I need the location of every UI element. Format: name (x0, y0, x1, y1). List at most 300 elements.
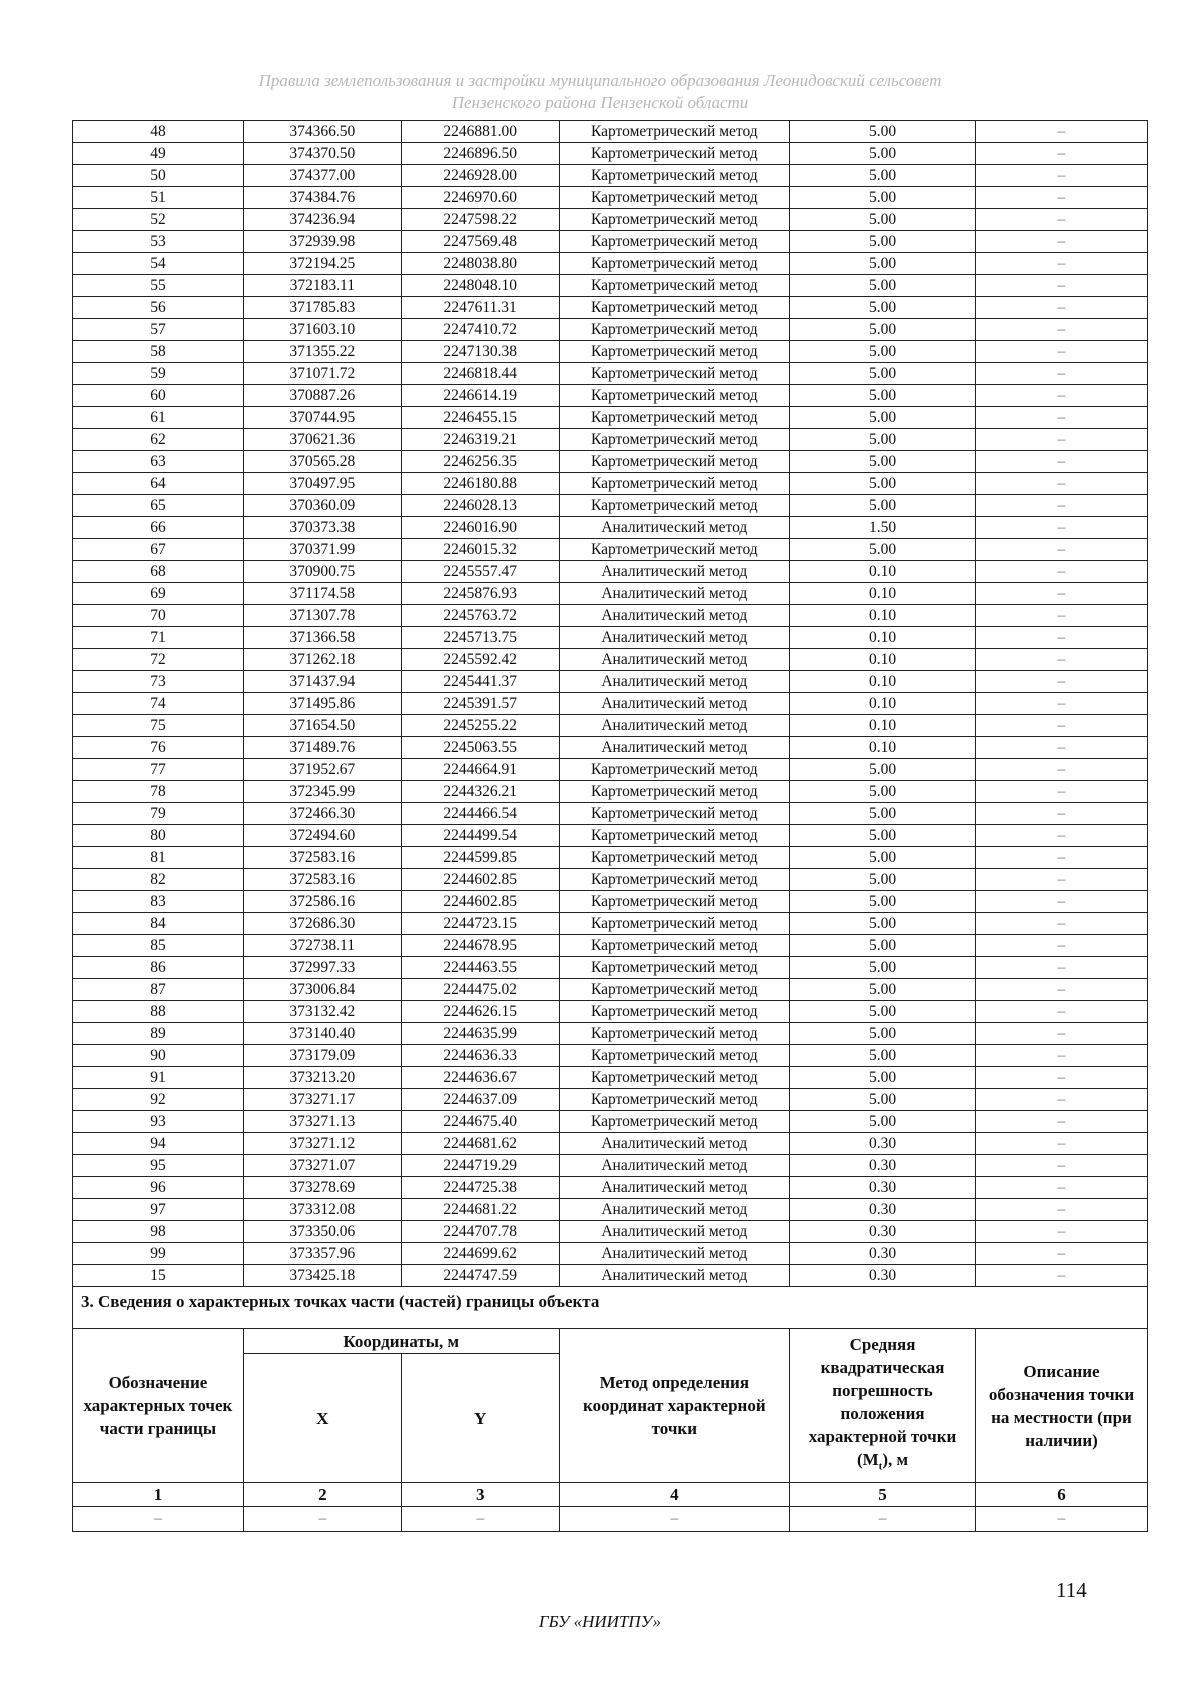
table-row (73, 121, 1148, 143)
table-cell: Аналитический метод (559, 1243, 789, 1265)
table-cell: 374370.50 (243, 143, 401, 165)
table-cell: 372345.99 (243, 781, 401, 803)
table-cell: 67 (73, 539, 244, 561)
table-row (73, 583, 1148, 605)
table-cell: 371495.86 (243, 693, 401, 715)
table-cell: 5.00 (790, 319, 976, 341)
table-row (73, 847, 1148, 869)
table-cell: 5.00 (790, 407, 976, 429)
table-cell: 5.00 (790, 539, 976, 561)
table-cell: 90 (73, 1045, 244, 1067)
table-cell: 91 (73, 1067, 244, 1089)
table-cell: 5.00 (790, 1111, 976, 1133)
table-cell: – (976, 1045, 1148, 1067)
col-designation-header: Обозначение характерных точек части границы (73, 1329, 244, 1483)
table-cell: 57 (73, 319, 244, 341)
table-row (73, 715, 1148, 737)
table-cell: – (976, 231, 1148, 253)
table-cell: – (976, 803, 1148, 825)
table-cell: – (401, 1507, 559, 1532)
table-cell: 5.00 (790, 275, 976, 297)
table-cell: 96 (73, 1177, 244, 1199)
table-row (73, 1001, 1148, 1023)
table-cell: 371654.50 (243, 715, 401, 737)
table-cell: 66 (73, 517, 244, 539)
table-cell: 0.30 (790, 1199, 976, 1221)
section-3-empty-row (73, 1507, 1148, 1532)
table-cell: – (976, 913, 1148, 935)
table-cell: 0.30 (790, 1265, 976, 1287)
table-cell: Аналитический метод (559, 671, 789, 693)
table-cell: 76 (73, 737, 244, 759)
table-cell: 373271.13 (243, 1111, 401, 1133)
table-cell: 372494.60 (243, 825, 401, 847)
table-row (73, 187, 1148, 209)
table-row (73, 649, 1148, 671)
table-row (73, 297, 1148, 319)
table-cell: 373271.07 (243, 1155, 401, 1177)
table-cell: 370371.99 (243, 539, 401, 561)
table-cell: 2246455.15 (401, 407, 559, 429)
table-cell: Картометрический метод (559, 451, 789, 473)
table-row (73, 671, 1148, 693)
table-cell: 5.00 (790, 979, 976, 1001)
table-cell: 2244636.67 (401, 1067, 559, 1089)
table-cell: 372583.16 (243, 869, 401, 891)
table-cell: 75 (73, 715, 244, 737)
section-3-title: 3. Сведения о характерных точках части (частей) границы объекта (73, 1287, 1148, 1329)
table-cell: Картометрический метод (559, 209, 789, 231)
table-cell: 0.30 (790, 1133, 976, 1155)
table-row (73, 539, 1148, 561)
table-cell: – (976, 341, 1148, 363)
table-cell: – (976, 539, 1148, 561)
table-cell: – (976, 891, 1148, 913)
table-cell: – (976, 363, 1148, 385)
table-cell: – (976, 825, 1148, 847)
table-cell: 51 (73, 187, 244, 209)
table-cell: – (976, 1133, 1148, 1155)
table-row (73, 231, 1148, 253)
table-row (73, 737, 1148, 759)
table-cell: – (243, 1507, 401, 1532)
table-cell: Картометрический метод (559, 891, 789, 913)
table-cell: Картометрический метод (559, 1111, 789, 1133)
table-cell: 373312.08 (243, 1199, 401, 1221)
table-cell: 2244475.02 (401, 979, 559, 1001)
table-row (73, 341, 1148, 363)
col-number: 1 (73, 1483, 244, 1507)
table-cell: 373271.12 (243, 1133, 401, 1155)
table-cell: 2244637.09 (401, 1089, 559, 1111)
table-cell: Картометрический метод (559, 363, 789, 385)
table-cell: 2244723.15 (401, 913, 559, 935)
col-number: 3 (401, 1483, 559, 1507)
table-row (73, 1221, 1148, 1243)
table-row (73, 385, 1148, 407)
table-cell: – (976, 1023, 1148, 1045)
table-cell: Картометрический метод (559, 495, 789, 517)
table-row (73, 363, 1148, 385)
table-cell: 88 (73, 1001, 244, 1023)
table-cell: 2244636.33 (401, 1045, 559, 1067)
table-cell: – (976, 429, 1148, 451)
table-cell: 5.00 (790, 231, 976, 253)
table-cell: 5.00 (790, 121, 976, 143)
table-cell: 2245063.55 (401, 737, 559, 759)
table-cell: Картометрический метод (559, 341, 789, 363)
table-row (73, 495, 1148, 517)
table-cell: – (976, 319, 1148, 341)
table-row (73, 693, 1148, 715)
table-cell: Аналитический метод (559, 1199, 789, 1221)
table-cell: 78 (73, 781, 244, 803)
table-cell: – (976, 605, 1148, 627)
table-cell: 371952.67 (243, 759, 401, 781)
table-cell: – (976, 385, 1148, 407)
table-row (73, 1045, 1148, 1067)
table-cell: 70 (73, 605, 244, 627)
table-cell: – (976, 561, 1148, 583)
table-cell: – (976, 275, 1148, 297)
table-cell: Картометрический метод (559, 759, 789, 781)
table-cell: 374366.50 (243, 121, 401, 143)
table-cell: 95 (73, 1155, 244, 1177)
table-cell: 0.10 (790, 583, 976, 605)
table-row (73, 803, 1148, 825)
table-cell: – (976, 693, 1148, 715)
table-row (73, 275, 1148, 297)
table-row (73, 759, 1148, 781)
table-cell: 0.10 (790, 693, 976, 715)
table-cell: – (790, 1507, 976, 1532)
table-cell: 2246028.13 (401, 495, 559, 517)
table-cell: Аналитический метод (559, 1221, 789, 1243)
table-row (73, 1199, 1148, 1221)
table-cell: 2245713.75 (401, 627, 559, 649)
table-cell: – (976, 1507, 1148, 1532)
table-cell: 372183.11 (243, 275, 401, 297)
table-row (73, 473, 1148, 495)
table-cell: 5.00 (790, 847, 976, 869)
table-cell: – (976, 1177, 1148, 1199)
section-3-title-row (73, 1287, 1148, 1329)
table-cell: 2244681.22 (401, 1199, 559, 1221)
table-cell: 371785.83 (243, 297, 401, 319)
table-cell: Аналитический метод (559, 737, 789, 759)
table-cell: 5.00 (790, 165, 976, 187)
table-cell: – (976, 1001, 1148, 1023)
table-cell: 2247611.31 (401, 297, 559, 319)
table-cell: 87 (73, 979, 244, 1001)
table-cell: 5.00 (790, 451, 976, 473)
table-cell: 371437.94 (243, 671, 401, 693)
table-cell: Картометрический метод (559, 297, 789, 319)
table-cell: – (976, 583, 1148, 605)
table-cell: 2244675.40 (401, 1111, 559, 1133)
table-cell: 71 (73, 627, 244, 649)
table-cell: 0.10 (790, 715, 976, 737)
table-cell: Аналитический метод (559, 1177, 789, 1199)
table-cell: 81 (73, 847, 244, 869)
table-cell: 373278.69 (243, 1177, 401, 1199)
table-cell: 5.00 (790, 891, 976, 913)
col-number: 2 (243, 1483, 401, 1507)
table-cell: Картометрический метод (559, 935, 789, 957)
table-cell: 68 (73, 561, 244, 583)
table-cell: 0.10 (790, 561, 976, 583)
table-cell: 62 (73, 429, 244, 451)
table-cell: 2244499.54 (401, 825, 559, 847)
table-cell: 63 (73, 451, 244, 473)
table-cell: – (976, 1067, 1148, 1089)
table-cell: 2246016.90 (401, 517, 559, 539)
table-cell: 54 (73, 253, 244, 275)
table-cell: Картометрический метод (559, 253, 789, 275)
table-cell: 0.30 (790, 1221, 976, 1243)
table-cell: 5.00 (790, 429, 976, 451)
table-cell: 372586.16 (243, 891, 401, 913)
table-cell: Картометрический метод (559, 165, 789, 187)
table-cell: 2246180.88 (401, 473, 559, 495)
table-row (73, 957, 1148, 979)
table-cell: Картометрический метод (559, 1001, 789, 1023)
table-row (73, 517, 1148, 539)
table-cell: 61 (73, 407, 244, 429)
table-cell: – (976, 957, 1148, 979)
table-cell: 85 (73, 935, 244, 957)
table-cell: Картометрический метод (559, 187, 789, 209)
col-method-header: Метод определения координат характерной точки (559, 1329, 789, 1483)
table-cell: 92 (73, 1089, 244, 1111)
table-cell: 80 (73, 825, 244, 847)
table-cell: 2246928.00 (401, 165, 559, 187)
table-cell: 5.00 (790, 363, 976, 385)
table-cell: 370373.38 (243, 517, 401, 539)
table-cell: 2247569.48 (401, 231, 559, 253)
table-cell: 2247598.22 (401, 209, 559, 231)
table-row (73, 451, 1148, 473)
table-cell: 2247130.38 (401, 341, 559, 363)
table-cell: Картометрический метод (559, 781, 789, 803)
table-cell: 52 (73, 209, 244, 231)
table-cell: 0.30 (790, 1155, 976, 1177)
table-cell: – (976, 517, 1148, 539)
table-cell: – (976, 627, 1148, 649)
table-cell: 59 (73, 363, 244, 385)
table-row (73, 1243, 1148, 1265)
page-number: 114 (1056, 1578, 1087, 1602)
col-description-header: Описание обозначения точки на местности (при наличии) (976, 1329, 1148, 1483)
table-cell: Картометрический метод (559, 143, 789, 165)
table-row (73, 781, 1148, 803)
section-3 (73, 1287, 1148, 1532)
table-cell: 15 (73, 1265, 244, 1287)
table-cell: 65 (73, 495, 244, 517)
table-row (73, 1155, 1148, 1177)
table-cell: – (976, 451, 1148, 473)
col-x-header: X (243, 1354, 401, 1483)
boundary-points-table (72, 120, 1148, 1532)
table-cell: – (976, 165, 1148, 187)
table-row (73, 1177, 1148, 1199)
table-cell: – (976, 759, 1148, 781)
table-cell: 2244602.85 (401, 891, 559, 913)
table-row (73, 825, 1148, 847)
table-cell: 372738.11 (243, 935, 401, 957)
table-cell: 50 (73, 165, 244, 187)
table-row (73, 165, 1148, 187)
table-cell: Аналитический метод (559, 627, 789, 649)
table-cell: 5.00 (790, 1001, 976, 1023)
table-cell: Картометрический метод (559, 539, 789, 561)
table-cell: 2245255.22 (401, 715, 559, 737)
table-row (73, 935, 1148, 957)
table-cell: – (976, 979, 1148, 1001)
table-cell: 5.00 (790, 385, 976, 407)
table-cell: 372997.33 (243, 957, 401, 979)
table-cell: 5.00 (790, 759, 976, 781)
table-cell: Картометрический метод (559, 473, 789, 495)
table-cell: – (976, 869, 1148, 891)
table-cell: – (976, 1265, 1148, 1287)
header-line-1: Правила землепользования и застройки муниципального образования Леонидовский сельсовет (258, 71, 942, 90)
table-cell: 0.10 (790, 627, 976, 649)
table-cell: 2246881.00 (401, 121, 559, 143)
table-cell: 0.10 (790, 649, 976, 671)
table-cell: 371366.58 (243, 627, 401, 649)
table-cell: 5.00 (790, 781, 976, 803)
table-cell: – (976, 143, 1148, 165)
section-3-number-row (73, 1483, 1148, 1507)
table-cell: 2244678.95 (401, 935, 559, 957)
table-cell: 2245876.93 (401, 583, 559, 605)
table-cell: 370360.09 (243, 495, 401, 517)
table-cell: Картометрический метод (559, 957, 789, 979)
table-cell: 5.00 (790, 473, 976, 495)
table-cell: 5.00 (790, 869, 976, 891)
table-row (73, 1023, 1148, 1045)
table-cell: 2244463.55 (401, 957, 559, 979)
table-cell: Картометрический метод (559, 869, 789, 891)
table-row (73, 429, 1148, 451)
table-cell: 370497.95 (243, 473, 401, 495)
table-cell: Аналитический метод (559, 693, 789, 715)
table-cell: 373006.84 (243, 979, 401, 1001)
table-cell: Аналитический метод (559, 583, 789, 605)
table-cell: Аналитический метод (559, 605, 789, 627)
table-cell: Аналитический метод (559, 1133, 789, 1155)
table-cell: 372194.25 (243, 253, 401, 275)
table-cell: 2246015.32 (401, 539, 559, 561)
table-cell: 374236.94 (243, 209, 401, 231)
table-row (73, 1067, 1148, 1089)
table-cell: 372686.30 (243, 913, 401, 935)
table-cell: 0.10 (790, 737, 976, 759)
table-cell: 372939.98 (243, 231, 401, 253)
table-cell: Картометрический метод (559, 231, 789, 253)
table-cell: – (976, 407, 1148, 429)
table-cell: Картометрический метод (559, 803, 789, 825)
table-row (73, 1089, 1148, 1111)
table-cell: 5.00 (790, 143, 976, 165)
table-row (73, 1133, 1148, 1155)
table-cell: 2244664.91 (401, 759, 559, 781)
table-cell: 5.00 (790, 1067, 976, 1089)
table-cell: 89 (73, 1023, 244, 1045)
table-cell: 373271.17 (243, 1089, 401, 1111)
table-cell: – (976, 671, 1148, 693)
table-cell: Аналитический метод (559, 1155, 789, 1177)
table-cell: 371489.76 (243, 737, 401, 759)
table-cell: 372583.16 (243, 847, 401, 869)
table-cell: 5.00 (790, 253, 976, 275)
col-y-header: Y (401, 1354, 559, 1483)
table-cell: 2246256.35 (401, 451, 559, 473)
table-cell: 5.00 (790, 495, 976, 517)
table-cell: Картометрический метод (559, 913, 789, 935)
table-cell: 370887.26 (243, 385, 401, 407)
col-number: 6 (976, 1483, 1148, 1507)
table-cell: 370900.75 (243, 561, 401, 583)
table-cell: 2245592.42 (401, 649, 559, 671)
table-cell: 373425.18 (243, 1265, 401, 1287)
table-cell: 77 (73, 759, 244, 781)
table-cell: – (559, 1507, 789, 1532)
table-cell: 5.00 (790, 1089, 976, 1111)
table-cell: – (976, 715, 1148, 737)
table-cell: 2244635.99 (401, 1023, 559, 1045)
table-cell: 49 (73, 143, 244, 165)
table-cell: – (976, 1221, 1148, 1243)
table-cell: Картометрический метод (559, 429, 789, 451)
table-cell: Аналитический метод (559, 649, 789, 671)
table-cell: 2244626.15 (401, 1001, 559, 1023)
table-cell: 97 (73, 1199, 244, 1221)
table-cell: 374384.76 (243, 187, 401, 209)
table-cell: – (976, 649, 1148, 671)
table-row (73, 627, 1148, 649)
document-footer: ГБУ «НИИТПУ» (538, 1612, 662, 1631)
table-cell: 5.00 (790, 297, 976, 319)
table-cell: 5.00 (790, 187, 976, 209)
table-cell: 370744.95 (243, 407, 401, 429)
table-row (73, 891, 1148, 913)
table-row (73, 253, 1148, 275)
table-cell: 373140.40 (243, 1023, 401, 1045)
table-cell: – (976, 209, 1148, 231)
col-error-header (790, 1329, 976, 1483)
document-header (0, 70, 1200, 114)
table-cell: 371307.78 (243, 605, 401, 627)
table-cell: Картометрический метод (559, 1023, 789, 1045)
table-row (73, 1111, 1148, 1133)
table-cell: 58 (73, 341, 244, 363)
table-cell: 0.10 (790, 671, 976, 693)
table-cell: Картометрический метод (559, 319, 789, 341)
table-cell: – (976, 847, 1148, 869)
table-cell: 373213.20 (243, 1067, 401, 1089)
table-cell: 53 (73, 231, 244, 253)
table-cell: 0.10 (790, 605, 976, 627)
table-cell: 2248038.80 (401, 253, 559, 275)
table-cell: 69 (73, 583, 244, 605)
table-cell: 2244725.38 (401, 1177, 559, 1199)
table-cell: 2246896.50 (401, 143, 559, 165)
table-cell: 2244681.62 (401, 1133, 559, 1155)
table-cell: Картометрический метод (559, 121, 789, 143)
table-cell: – (976, 121, 1148, 143)
